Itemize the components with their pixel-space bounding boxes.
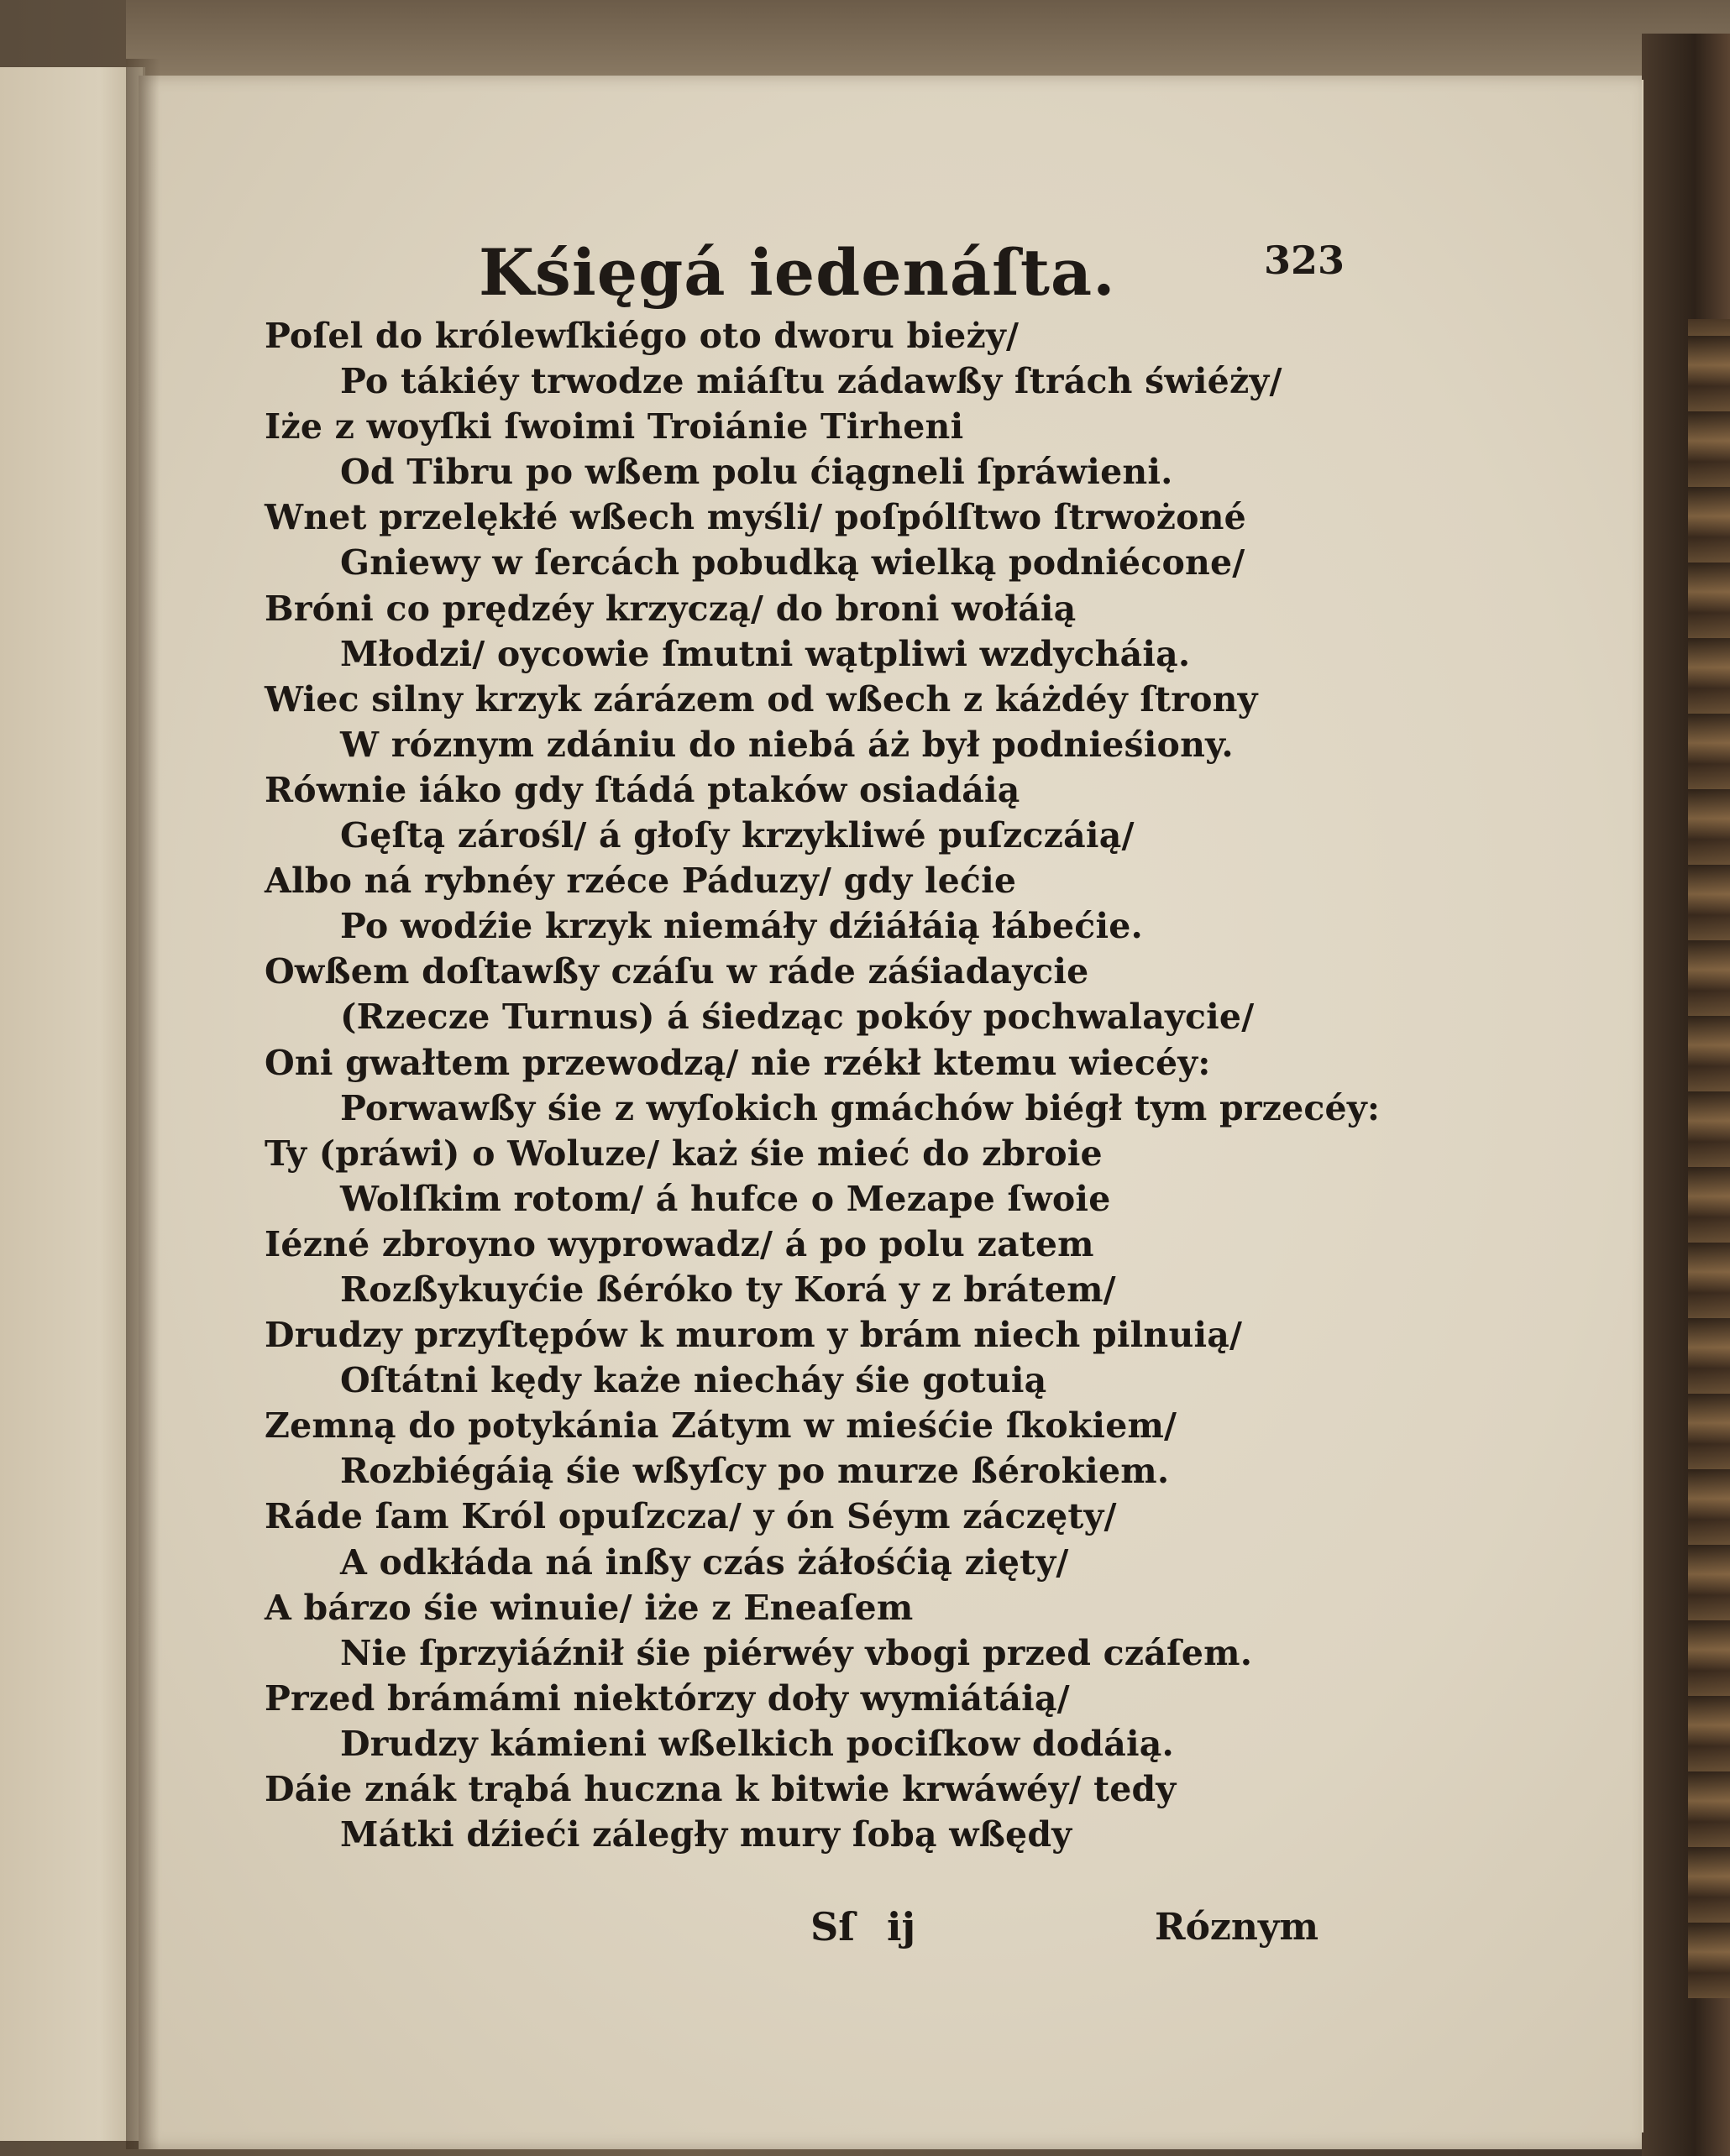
book-top-edge: [126, 0, 1730, 80]
verse-line: Oſtátni kędy każe niecháy śie gotuią: [340, 1360, 1047, 1401]
marbled-cover-edge: [1688, 319, 1730, 1998]
verse-line: A bárzo śie winuie/ iże z Eneaſem: [265, 1587, 914, 1628]
verse-line: (Rzecze Turnus) á śiedząc pokóy pochwalaycie/: [340, 997, 1255, 1038]
verse-line: Porwawßy śie z wyſokich gmáchów biégł tym przecéy:: [340, 1087, 1381, 1128]
catchword: Róznym: [1155, 1906, 1319, 1949]
verse-line: Drudzy przyſtępów k murom y brám niech pilnuią/: [265, 1315, 1243, 1356]
spine-shadow: [126, 59, 160, 2149]
verse-line: Przed brámámi niektórzy doły wymiátáią/: [265, 1677, 1070, 1719]
verse-line: Po wodźie krzyk niemáły dźiáłáią łábećie.: [340, 906, 1144, 947]
verse-line: Gęſtą zárośl/ á głoſy krzykliwé puſzczáią/: [340, 815, 1135, 856]
verse-line: Iézné zbroyno wyprowadz/ á po polu zatem: [265, 1223, 1094, 1264]
verse-line: Młodzi/ oycowie ſmutni wątpliwi wzdycháią.: [340, 633, 1191, 674]
verse-line: Ráde ſam Król opuſzcza/ y ón Séym záczęty/: [265, 1496, 1117, 1537]
verse-line: Wiec silny krzyk zárázem od wßech z káżdéy ſtrony: [265, 678, 1258, 720]
verse-line: Iże z woyſki ſwoimi Troiánie Tirheni: [265, 406, 964, 447]
verse-line: Nie ſprzyiáźnił śie piérwéy vbogi przed czáſem.: [340, 1632, 1253, 1673]
verse-line: Zemną do potykánia Zátym w mieśćie ſkokiem/: [265, 1405, 1177, 1447]
verse-line: Rozßykuyćie ßéróko ty Korá y z brátem/: [340, 1269, 1116, 1310]
left-page-edge: [0, 67, 145, 2141]
verse-block: [265, 313, 1381, 1857]
verse-line: Albo ná rybnéy rzéce Páduzy/ gdy lećie: [265, 861, 1017, 902]
verse-line: Drudzy kámieni wßelkich pociſkow dodáią.: [340, 1723, 1175, 1764]
signature-mark: Sſ ij: [810, 1904, 916, 1949]
verse-line: W róznym zdániu do niebá áż był podnieśiony.: [340, 724, 1234, 765]
page-header: [139, 222, 1642, 323]
verse-line: Mátki dźieći záległy mury ſobą wßędy: [340, 1814, 1072, 1855]
verse-line: Gniewy w ſercách pobudką wielką podniécone/: [340, 542, 1245, 583]
verse-line: Po tákiéy trwodze miáſtu zádawßy ſtrách świéży/: [340, 361, 1282, 402]
verse-line: Rozbiégáią śie wßyſcy po murze ßérokiem.: [340, 1451, 1170, 1492]
verse-line: Dáie znák trąbá huczna k bitwie krwáwéy/ tedy: [265, 1769, 1177, 1809]
verse-line: Równie iáko gdy ſtádá ptaków osiadáią: [265, 769, 1020, 810]
verse-line: Wolſkim rotom/ á hufce o Mezape ſwoie: [340, 1178, 1111, 1219]
verse-line: Oni gwałtem przewodzą/ nie rzékł ktemu wiecéy:: [265, 1042, 1211, 1083]
book-page: [139, 76, 1642, 2149]
verse-line: Bróni co prędzéy krzyczą/ do broni wołáią: [265, 588, 1077, 629]
verse-line: Od Tibru po wßem polu ćiągneli ſpráwieni.: [340, 452, 1173, 493]
verse-line: A odkłáda ná inßy czás żáłośćią zięty/: [340, 1541, 1069, 1583]
verse-line: Ty (práwi) o Woluze/ każ śie mieć do zbroie: [265, 1133, 1103, 1174]
running-title: Kśięgá iedenáſta.: [479, 235, 1116, 310]
page-number: 323: [1264, 238, 1345, 283]
verse-line: Poſel do królewſkiégo oto dworu bieży/: [265, 316, 1020, 356]
verse-line: Owßem doſtawßy czáſu w ráde záśiadaycie: [265, 951, 1089, 992]
verse-line: Wnet przelękłé wßech myśli/ poſpólſtwo ſtrwożoné: [265, 497, 1246, 538]
